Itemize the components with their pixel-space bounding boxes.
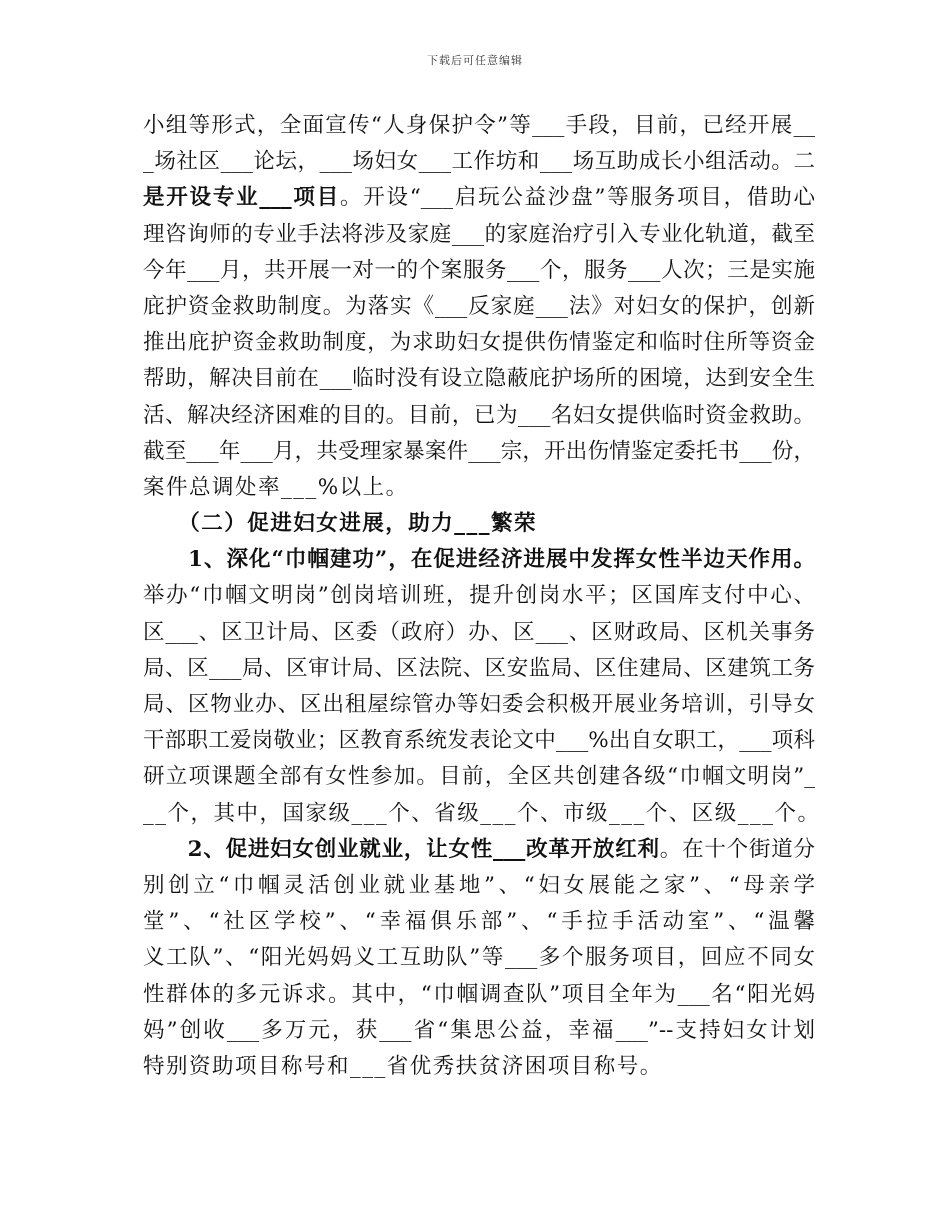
paragraph-line: _场社区___论坛，___场妇女___工作坊和___场互助成长小组活动。二: [143, 149, 815, 175]
paragraph-line: 干部职工爱岗敬业；区教育系统发表论文中___%出自女职工，___项科: [143, 728, 815, 754]
paragraph-line: 小组等形式，全面宣传“人身保护令”等___手段，目前，已经开展__: [143, 113, 815, 138]
paragraph-line: __个，其中，国家级___个、省级___个、市级___个、区级___个。: [143, 800, 821, 826]
paragraph-line: 举办“巾帼文明岗”创岗培训班，提升创岗水平；区国库支付中心、: [143, 583, 815, 609]
document-body: [143, 108, 821, 1085]
paragraph-line: 庇护资金救助制度。为落实《___反家庭___法》对妇女的保护，创新: [143, 293, 815, 319]
paragraph-line: 推出庇护资金救助制度，为求助妇女提供伤情鉴定和临时住所等资金: [143, 330, 815, 356]
section-heading: （二）促进妇女进展，助力___繁荣: [143, 511, 538, 537]
paragraph-line: 案件总调处率___%以上。: [143, 474, 409, 500]
paragraph-line: 截至___年___月，共受理家暴案件___宗，开出伤情鉴定委托书___份，: [143, 438, 815, 464]
paragraph-line: 帮助，解决目前在___临时没有设立隐蔽庇护场所的困境，达到安全生: [143, 366, 815, 392]
paragraph-line: 妈”创收___多万元，获___省“集思公益，幸福___”--支持妇女计划: [143, 1017, 815, 1043]
bold-phrase: 是开设专业___项目: [143, 185, 340, 211]
bold-phrase: 2、促进妇女创业就业，让女性___改革开放红利: [143, 836, 660, 862]
paragraph-line: 今年___月，共开展一对一的个案服务___个，服务___人次；三是实施: [143, 257, 815, 283]
subsection-heading: 1、深化“巾帼建功”，在促进经济进展中发挥女性半边天作用。: [143, 547, 815, 573]
paragraph-line: 理咨询师的专业手法将涉及家庭___的家庭治疗引入专业化轨道，截至: [143, 221, 815, 247]
paragraph-line: 研立项课题全部有女性参加。目前，全区共创建各级“巾帼文明岗”_: [143, 764, 815, 790]
paragraph-line: 是开设专业___项目。开设“___启玩公益沙盘”等服务项目，借助心: [143, 185, 815, 211]
paragraph-line: 性群体的多元诉求。其中，“巾帼调查队”项目全年为___名“阳光妈: [143, 981, 815, 1007]
paragraph-line: 别创立“巾帼灵活创业就业基地”、“妇女展能之家”、“母亲学: [143, 872, 815, 898]
paragraph-line: 区___、区卫计局、区委（政府）办、区___、区财政局、区机关事务: [143, 619, 815, 645]
paragraph-line: 局、区___局、区审计局、区法院、区安监局、区住建局、区建筑工务: [143, 655, 815, 681]
page-header: 下载后可任意编辑: [427, 54, 523, 67]
paragraph-line: 活、解决经济困难的目的。目前，已为___名妇女提供临时资金救助。: [143, 402, 815, 428]
paragraph-line: 特别资助项目称号和___省优秀扶贫济困项目称号。: [143, 1053, 663, 1079]
paragraph-line: 局、区物业办、区出租屋综管办等妇委会积极开展业务培训，引导女: [143, 692, 815, 717]
paragraph-line: 堂”、“社区学校”、“幸福俱乐部”、“手拉手活动室”、“温馨: [143, 909, 815, 935]
paragraph-line: 2、促进妇女创业就业，让女性___改革开放红利。在十个街道分: [143, 836, 815, 862]
paragraph-line: 义工队”、“阳光妈妈义工互助队”等___多个服务项目，回应不同女: [143, 945, 815, 971]
